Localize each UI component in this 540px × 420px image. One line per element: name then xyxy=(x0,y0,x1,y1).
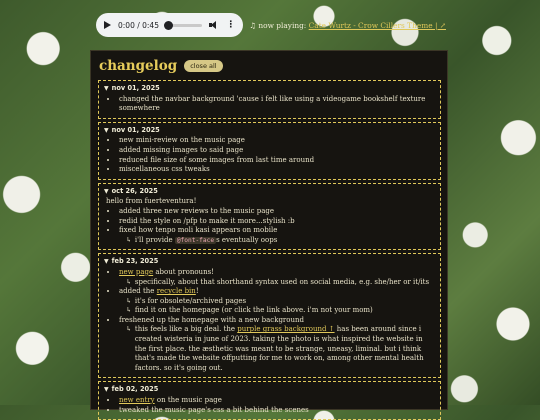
volume-icon[interactable] xyxy=(209,21,219,29)
entry-items xyxy=(116,136,436,174)
sub-list xyxy=(123,325,436,373)
music-player-bar xyxy=(96,12,446,38)
list-item xyxy=(118,287,436,316)
list-item-text: freshened up the homepage with a new background xyxy=(119,315,304,324)
entry-summary[interactable] xyxy=(104,257,436,267)
disclosure-triangle-icon[interactable]: ▼ xyxy=(104,126,109,134)
sub-list xyxy=(123,297,436,316)
entry-items xyxy=(116,268,436,374)
changelog-entry xyxy=(98,253,441,378)
entry-date: oct 26, 2025 xyxy=(111,186,158,195)
list-item: • new mini-review on the music page xyxy=(118,136,436,146)
list-item xyxy=(118,226,436,245)
list-item: • reduced file size of some images from last time around xyxy=(118,156,436,166)
sub-arrow-icon: ↳ xyxy=(126,296,132,305)
list-item-text: ! xyxy=(195,287,199,296)
purple-grass-background-link[interactable]: purple grass background ↑ xyxy=(237,325,335,334)
close-all-button[interactable]: close all xyxy=(184,60,222,72)
entry-date: feb 23, 2025 xyxy=(111,257,159,266)
sub-item-text: find it on the homepage (or click the link above. i'm not your mom) xyxy=(134,306,373,315)
audio-player[interactable] xyxy=(96,13,243,37)
sub-arrow-icon: ↳ xyxy=(126,325,132,334)
list-item xyxy=(118,268,436,287)
music-note-icon: ♫ xyxy=(249,20,257,30)
now-playing-label: now playing: xyxy=(258,20,307,30)
sub-list xyxy=(123,236,436,246)
entry-date: nov 01, 2025 xyxy=(111,84,160,92)
entry-date: feb 02, 2025 xyxy=(111,385,159,394)
entry-items xyxy=(116,95,436,114)
sub-item-text: s eventually oops xyxy=(216,235,278,244)
now-playing xyxy=(249,21,446,30)
sub-item-text: it's for obsolete/archived pages xyxy=(134,296,247,305)
list-item-text: about pronouns! xyxy=(153,267,214,276)
more-options-icon[interactable]: ⋮ xyxy=(226,20,236,30)
disclosure-triangle-icon[interactable]: ▼ xyxy=(104,386,109,394)
sub-item-text: specifically, about that shorthand syntax used on social media, e.g. she/her or it/its xyxy=(134,277,430,286)
changelog-entry xyxy=(98,183,441,251)
recycle-bin-link[interactable]: recycle bin xyxy=(156,287,196,296)
list-item: • redid the style on /pfp to make it more...stylish :b xyxy=(118,217,436,227)
entry-summary[interactable] xyxy=(104,187,436,197)
play-icon[interactable] xyxy=(104,21,111,29)
disclosure-triangle-icon[interactable]: ▼ xyxy=(104,258,109,266)
sub-item xyxy=(125,325,436,373)
disclosure-triangle-icon[interactable]: ▼ xyxy=(104,187,109,195)
entry-summary[interactable] xyxy=(104,385,436,395)
list-item: • changed the navbar background 'cause i felt like using a videogame bookshelf texture somewhere xyxy=(118,95,436,114)
sub-list xyxy=(123,278,436,288)
list-item: • miscellaneous css tweaks xyxy=(118,165,436,175)
entry-date: nov 01, 2025 xyxy=(111,125,160,134)
list-item: • added three new reviews to the music page xyxy=(118,207,436,217)
changelog-header xyxy=(91,51,447,80)
sub-arrow-icon: ↳ xyxy=(126,306,132,315)
sub-arrow-icon: ↳ xyxy=(126,277,132,286)
list-item: • tweaked the music page's css a bit behind the scenes xyxy=(118,406,436,416)
entry-items xyxy=(116,207,436,245)
list-item xyxy=(118,396,436,406)
changelog-entry xyxy=(98,381,441,420)
inline-code: @font-face xyxy=(176,236,215,244)
disclosure-triangle-icon[interactable]: ▼ xyxy=(104,85,109,92)
list-item-text: fixed how tenpo moli kasi appears on mobile xyxy=(119,226,278,235)
list-item xyxy=(118,316,436,374)
sub-item-text: i'll provide xyxy=(134,235,175,244)
new-page-link[interactable]: new page xyxy=(119,267,154,276)
changelog-panel xyxy=(90,50,448,414)
sub-item xyxy=(125,278,436,288)
sub-item-text: this feels like a big deal. the xyxy=(134,325,238,334)
changelog-entry xyxy=(98,80,441,119)
audio-time: 0:00 / 0:45 xyxy=(118,20,159,30)
entry-summary[interactable] xyxy=(104,84,436,94)
changelog-entry xyxy=(98,122,441,180)
list-item-text: on the music page xyxy=(154,396,222,405)
entry-items xyxy=(116,396,436,415)
sub-item xyxy=(125,236,436,246)
entry-intro: hello from fuerteventura! xyxy=(106,197,197,206)
sub-arrow-icon: ↳ xyxy=(126,235,132,244)
audio-seek-bar[interactable] xyxy=(166,24,202,27)
now-playing-track-link[interactable]: Cate Wurtz - Crow Cillers Theme | ↗ xyxy=(308,20,446,30)
sub-item xyxy=(125,306,436,316)
sub-item xyxy=(125,297,436,307)
new-entry-link[interactable]: new entry xyxy=(119,396,155,405)
sub-item-text: has been around since i created wisteria in june of 2023. taking the photo is what inspired the website in the first place. the æsthetic was meant to be strange, uneasy, liminal. but i think that's made the website offputting for me to work on, among other mental health factors. so it's going out. xyxy=(134,325,424,372)
entry-summary[interactable] xyxy=(104,126,436,136)
changelog-title: changelog xyxy=(99,58,178,74)
list-item: • added missing images to said page xyxy=(118,146,436,156)
list-item-text: added the xyxy=(119,287,157,296)
seek-knob[interactable] xyxy=(164,21,173,30)
